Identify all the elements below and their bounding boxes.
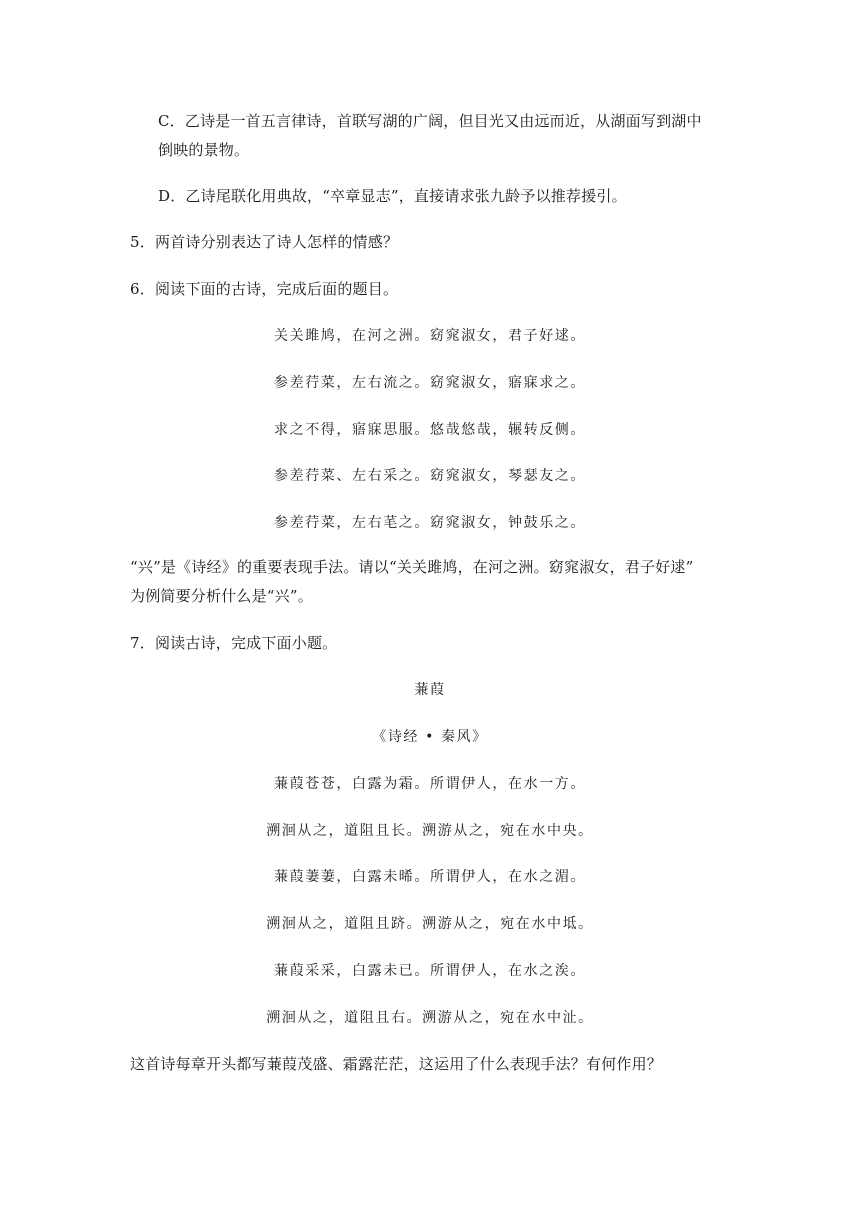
option-d: D．乙诗尾联化用典故，“卒章显志”，直接请求张九龄予以推荐援引。 [158, 187, 627, 205]
question-7-prompt: 这首诗每章开头都写蒹葭茂盛、霜露茫茫，这运用了什么表现手法？有何作用？ [130, 1055, 663, 1073]
poem-line: 蒹葭萋萋，白露未晞。所谓伊人，在水之湄。 [274, 869, 586, 885]
option-c-line-2: 倒映的景物。 [158, 141, 250, 159]
question-6: 6．阅读下面的古诗，完成后面的题目。 [130, 280, 399, 298]
poem-line: 蒹葭苍苍，白露为霜。所谓伊人，在水一方。 [274, 776, 586, 792]
question-6-prompt-line-2: 为例简要分析什么是“兴”。 [130, 587, 313, 605]
poem-line: 求之不得，寤寐思服。悠哉悠哉，辗转反侧。 [274, 422, 586, 438]
poem-line: 参差荇菜、左右采之。窈窕淑女，琴瑟友之。 [274, 468, 586, 484]
poem-line: 参差荇菜，左右芼之。窈窕淑女，钟鼓乐之。 [274, 515, 586, 531]
poem-line: 溯洄从之，道阻且长。溯游从之，宛在水中央。 [266, 823, 594, 839]
option-c-line-1: C．乙诗是一首五言律诗，首联写湖的广阔，但目光又由远而近，从湖面写到湖中 [158, 112, 702, 130]
question-5: 5．两首诗分别表达了诗人怎样的情感？ [130, 233, 399, 251]
question-6-prompt-line-1: “兴”是《诗经》的重要表现手法。请以“关关雎鸠，在河之洲。窈窕淑女，君子好逑” [130, 558, 694, 576]
poem-line: 关关雎鸠，在河之洲。窈窕淑女，君子好逑。 [274, 328, 586, 344]
poem-line: 蒹葭采采，白露未已。所谓伊人，在水之涘。 [274, 963, 586, 979]
question-7: 7．阅读古诗，完成下面小题。 [130, 634, 338, 652]
poem-line: 参差荇菜，左右流之。窈窕淑女，寤寐求之。 [274, 375, 586, 391]
poem-line: 溯洄从之，道阻且跻。溯游从之，宛在水中坻。 [266, 916, 594, 932]
poem-title: 蒹葭 [414, 682, 446, 698]
poem-source: 《诗经 • 秦风》 [372, 729, 488, 745]
poem-line: 溯洄从之，道阻且右。溯游从之，宛在水中沚。 [266, 1010, 594, 1026]
